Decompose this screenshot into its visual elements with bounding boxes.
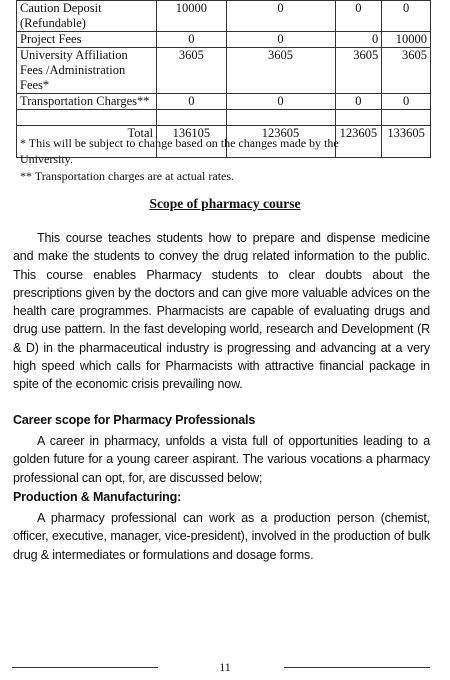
subheading-text: Career scope for Pharmacy Professionals — [13, 413, 256, 427]
fee-value: 0 — [335, 32, 382, 48]
fee-value: 0 — [157, 32, 227, 48]
table-row — [17, 94, 431, 110]
fee-value: 3605 — [226, 48, 335, 94]
table-row — [17, 48, 431, 94]
page-number: 11 — [219, 660, 231, 674]
paragraph-text: This course teaches students how to prepare and dispense medicine and make the students to convey the drug related information to the public. This course enables Pharmacy students to clear doubts about the prescriptions given by the doctors and can give more valuable advices on the health care programmes. Pharmacists are capable of evaluating drugs and drug use pattern. In the fast developing world, research and Development (R & D) in the pharmaceutical industry is progressing and advancing at a very high speed which calls for Pharmacists with attractive financial package in spite of the economic crisis prevailing now. — [13, 231, 430, 392]
fee-value: 0 — [335, 94, 382, 110]
section-heading: Scope of pharmacy course — [149, 196, 301, 211]
career-scope-title — [13, 411, 430, 429]
footer-rule-right — [284, 667, 430, 668]
total-label: Total — [17, 126, 157, 158]
fee-value: 3605 — [335, 48, 382, 94]
fee-value: 0 — [382, 94, 431, 110]
paragraph-text: A career in pharmacy, unfolds a vista full of opportunities leading to a golden future for a young career aspirant. The various vocations a pharmacy professional can opt, for, are discussed below; — [13, 434, 430, 485]
footnote-university: * This will be subject to change based on the changes made by the University. — [20, 136, 339, 166]
fee-label: Transportation Charges** — [17, 94, 157, 110]
production-title — [13, 488, 430, 506]
total-value: 123605 — [226, 126, 335, 158]
total-value: 123605 — [335, 126, 382, 158]
fee-label: Caution Deposit (Refundable) — [17, 1, 157, 32]
fee-label: Project Fees — [17, 32, 157, 48]
total-value: 133605 — [382, 126, 431, 158]
table-row — [17, 32, 431, 48]
page-footer — [0, 660, 450, 674]
paragraph-text: A pharmacy professional can work as a production person (chemist, officer, executive, manager, vice-president), involved in the production of bulk drug & intermediates or formulations and dosage forms. — [13, 511, 430, 562]
fee-value: 0 — [382, 1, 431, 32]
paragraph-scope — [13, 229, 430, 394]
fee-value: 3605 — [157, 48, 227, 94]
footnotes — [20, 135, 340, 184]
fee-value: 3605 — [382, 48, 431, 94]
fee-value: 0 — [226, 1, 335, 32]
fee-value: 10000 — [157, 1, 227, 32]
total-value: 136105 — [157, 126, 227, 158]
fee-label: University Affiliation Fees /Administration Fees* — [17, 48, 157, 94]
fee-value: 0 — [226, 94, 335, 110]
paragraph-production — [13, 509, 430, 564]
fee-value: 0 — [157, 94, 227, 110]
fee-value: 0 — [226, 32, 335, 48]
table-row — [17, 1, 431, 32]
table-row-empty — [17, 110, 431, 126]
fee-value: 0 — [335, 1, 382, 32]
fee-value: 10000 — [382, 32, 431, 48]
subheading-text: Production & Manufacturing: — [13, 490, 182, 504]
footnote-transport: ** Transportation charges are at actual rates. — [20, 169, 235, 183]
paragraph-career — [13, 432, 430, 487]
